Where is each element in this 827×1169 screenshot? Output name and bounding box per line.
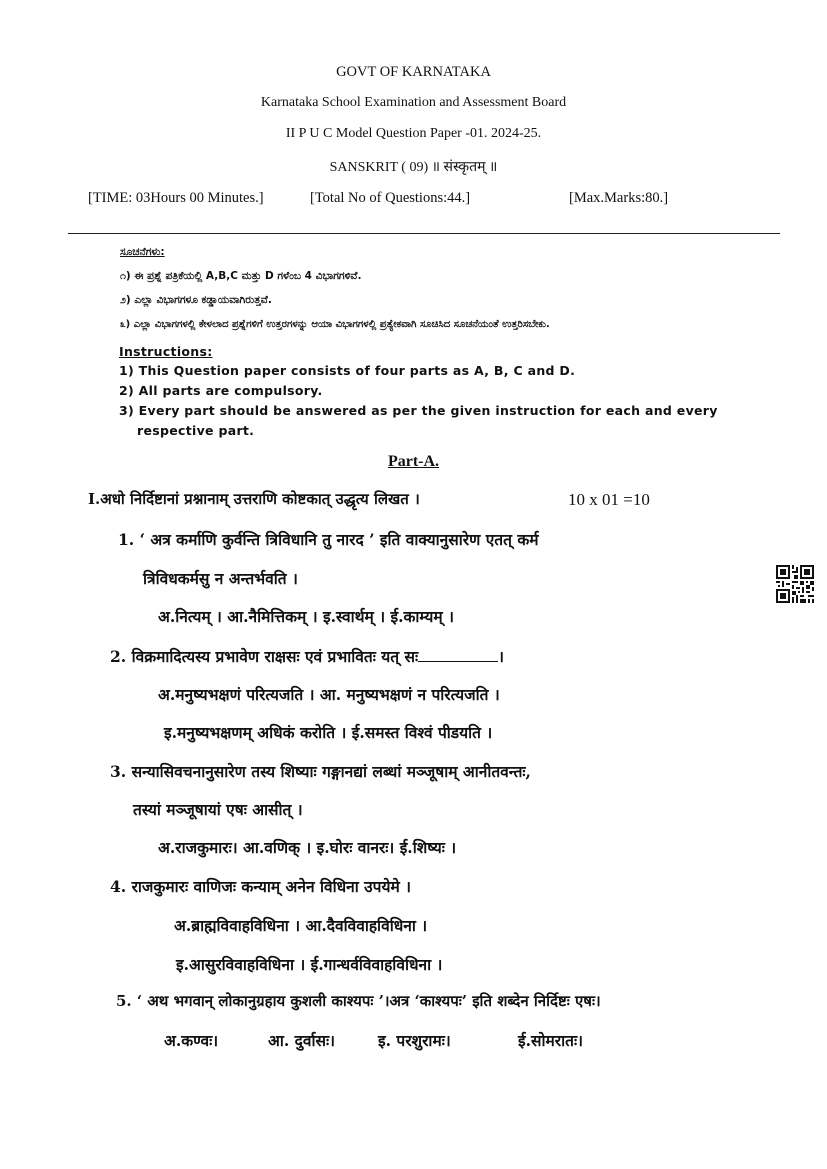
instructions-title: Instructions: [119, 344, 213, 359]
question-2-text: 2. विक्रमादित्यस्य प्रभावेण राक्षसः एवं प्रभावितः यत् सः [110, 647, 419, 666]
question-5-option-aa: आ. दुर्वासः। [268, 1031, 335, 1050]
instruction-2: 2) All parts are compulsory. [119, 383, 323, 398]
question-1-line-2: त्रिविधकर्मसु न अन्तर्भवति । [143, 569, 298, 588]
question-1-line-1: 1. ‘ अत्र कर्माणि कुर्वन्ति त्रिविधानि तु नारद ’ इति वाक्यानुसारेण एतत् कर्म [118, 530, 539, 549]
section-marks: 10 x 01 =10 [568, 490, 650, 509]
question-3-options: अ.राजकुमारः। आ.वणिक् । इ.घोरः वानरः। ई.शिष्यः । [158, 838, 457, 857]
instruction-1: 1) This Question paper consists of four parts as A, B, C and D. [119, 363, 576, 378]
instruction-3-cont: respective part. [137, 423, 255, 438]
question-2-line-1 [110, 645, 504, 667]
qr-code-icon [776, 565, 814, 603]
question-5-option-ii: ई.सोमरातः। [518, 1031, 583, 1050]
govt-title: GOVT OF KARNATAKA [336, 64, 491, 80]
question-3-line-2: तस्यां मञ्जूषायां एषः आसीत् । [133, 800, 303, 819]
time-info: [TIME: 03Hours 00 Minutes.] [88, 190, 264, 206]
section-instruction: I.अधो निर्दिष्टानां प्रश्नानाम् उत्तराणि कोष्टकात् उद्धृत्य लिखत । [88, 490, 420, 508]
kannada-instruction-2: ೨) ಎಲ್ಲಾ ವಿಭಾಗಗಳೂ ಕಡ್ಡಾಯವಾಗಿರುತ್ತವೆ. [120, 294, 272, 306]
question-5-option-i: इ. परशुरामः। [378, 1031, 451, 1050]
kannada-instruction-1: ೧) ಈ ಪ್ರಶ್ನೆ ಪತ್ರಿಕೆಯಲ್ಲಿ A,B,C ಮತ್ತು D ಗಳೆಂಬ 4 ವಿಭಾಗಗಳಿವೆ. [120, 270, 362, 282]
question-4-line-1: 4. राजकुमारः वाणिजः कन्याम् अनेन विधिना उपयेमे । [110, 877, 411, 896]
question-3-line-1: 3. सन्यासिवचनानुसारेण तस्य शिष्याः गङ्गानद्यां लब्धां मञ्जूषाम् आनीतवन्तः, [110, 762, 531, 781]
total-questions-info: [Total No of Questions:44.] [310, 190, 471, 206]
part-a-title: Part-A. [387, 453, 440, 470]
paper-title: II P U C Model Question Paper -01. 2024-25. [285, 126, 542, 141]
instruction-3: 3) Every part should be answered as per the given instruction for each and every [119, 403, 718, 418]
subject-title: SANSKRIT ( 09) ॥ संस्कृतम् ॥ [329, 160, 498, 175]
header-divider [68, 233, 780, 234]
question-2-options-1: अ.मनुष्यभक्षणं परित्यजति । आ. मनुष्यभक्षणं न परित्यजति । [158, 685, 500, 704]
question-4-options-1: अ.ब्राह्मविवाहविधिना । आ.दैवविवाहविधिना । [174, 916, 428, 935]
kannada-instruction-3: ೩) ಎಲ್ಲಾ ವಿಭಾಗಗಳಲ್ಲಿ ಕೇಳಲಾದ ಪ್ರಶ್ನೆಗಳಿಗೆ ಉತ್ತರಗಳನ್ನು ಆಯಾ ವಿಭಾಗಗಳಲ್ಲಿ ಪ್ರತ್ಯೇಕವಾಗಿ ಸೂಚಿಸಿದ ಸೂಚನೆಯಂತೆ ಉತ್ತರಿಸಬೇಕು. [120, 319, 550, 330]
question-2-end: । [498, 647, 504, 666]
max-marks-info: [Max.Marks:80.] [569, 190, 669, 206]
question-4-options-2: इ.आसुरविवाहविधिना । ई.गान्धर्वविवाहविधिना । [176, 955, 443, 974]
board-name: Karnataka School Examination and Assessment Board [260, 95, 567, 110]
question-5-option-a: अ.कण्वः। [164, 1031, 219, 1050]
kannada-instructions-title: ಸೂಚನೆಗಳು: [120, 246, 165, 258]
question-2-blank [418, 649, 498, 662]
question-2-options-2: इ.मनुष्यभक्षणम् अधिकं करोति । ई.समस्त विश्वं पीडयति । [164, 723, 493, 742]
question-1-options: अ.नित्यम् । आ.नैमित्तिकम् । इ.स्वार्थम् । ई.काम्यम् । [158, 607, 454, 626]
question-5-line-1: 5. ‘ अथ भगवान् लोकानुग्रहाय कुशली काश्यपः ’।अत्र ‘काश्यपः’ इति शब्देन निर्दिष्टः एषः। [116, 992, 601, 1010]
